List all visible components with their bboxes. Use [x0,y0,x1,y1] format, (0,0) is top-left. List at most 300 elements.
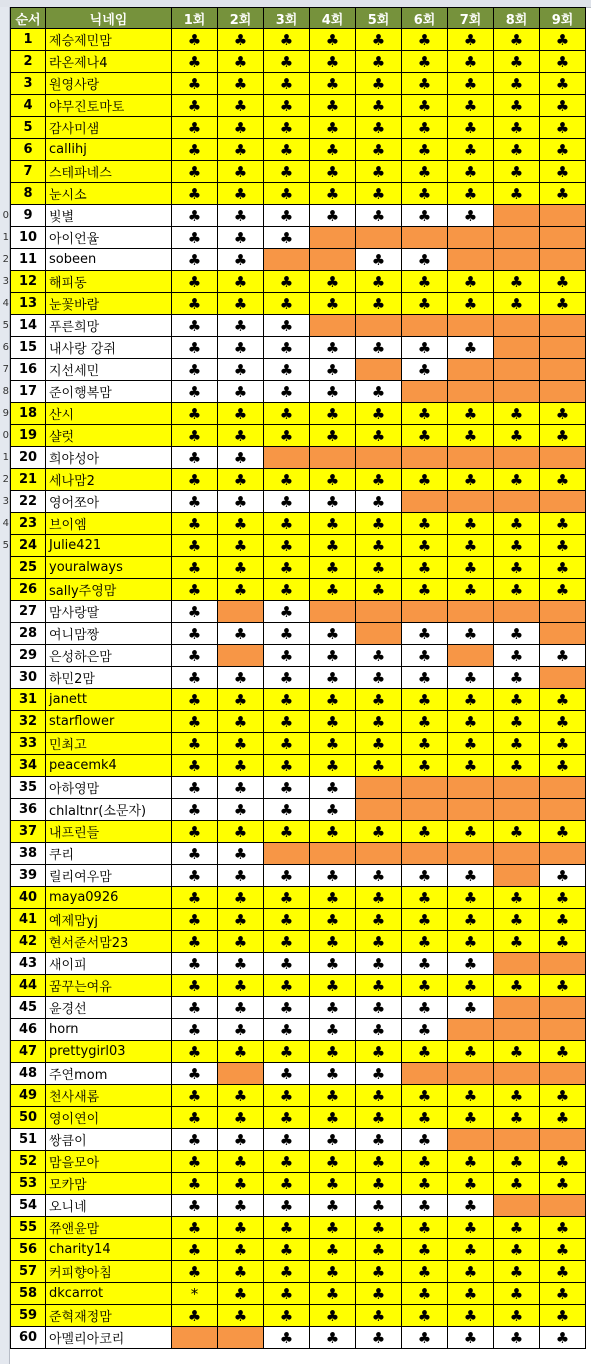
club-mark-cell[interactable]: ♣ [494,689,540,711]
order-cell[interactable]: 13 [11,293,46,315]
club-mark-cell[interactable]: ♣ [310,623,356,645]
club-mark-cell[interactable]: ♣ [172,1173,218,1195]
club-mark-cell[interactable]: ♣ [172,755,218,777]
club-mark-cell[interactable]: ♣ [356,1283,402,1305]
club-mark-cell[interactable]: ♣ [540,711,586,733]
club-mark-cell[interactable]: ♣ [494,73,540,95]
club-mark-cell[interactable]: ♣ [402,535,448,557]
club-mark-cell[interactable]: ♣ [494,711,540,733]
missed-cell[interactable] [356,623,402,645]
missed-cell[interactable] [356,777,402,799]
club-mark-cell[interactable]: ♣ [356,469,402,491]
club-mark-cell[interactable]: ♣ [310,667,356,689]
missed-cell[interactable] [448,249,494,271]
club-mark-cell[interactable]: ♣ [356,1085,402,1107]
missed-cell[interactable] [402,491,448,513]
club-mark-cell[interactable]: ♣ [540,865,586,887]
club-mark-cell[interactable]: ♣ [356,1305,402,1327]
club-mark-cell[interactable]: ♣ [310,95,356,117]
club-mark-cell[interactable]: ♣ [172,667,218,689]
club-mark-cell[interactable]: ♣ [172,425,218,447]
club-mark-cell[interactable]: ♣ [172,689,218,711]
club-mark-cell[interactable]: ♣ [218,403,264,425]
club-mark-cell[interactable]: ♣ [402,887,448,909]
club-mark-cell[interactable]: ♣ [172,799,218,821]
nickname-cell[interactable]: 새이피 [46,953,172,975]
club-mark-cell[interactable]: ♣ [448,271,494,293]
club-mark-cell[interactable]: ♣ [218,359,264,381]
club-mark-cell[interactable]: ♣ [402,1151,448,1173]
club-mark-cell[interactable]: ♣ [540,755,586,777]
club-mark-cell[interactable]: ♣ [494,821,540,843]
club-mark-cell[interactable]: ♣ [264,1063,310,1085]
club-mark-cell[interactable]: ♣ [402,821,448,843]
order-cell[interactable]: 18 [11,403,46,425]
club-mark-cell[interactable]: ♣ [264,381,310,403]
club-mark-cell[interactable]: ♣ [540,183,586,205]
club-mark-cell[interactable]: ♣ [310,359,356,381]
missed-cell[interactable] [402,777,448,799]
order-cell[interactable]: 40 [11,887,46,909]
header-session-4[interactable]: 3회 [264,8,310,29]
club-mark-cell[interactable]: ♣ [402,1327,448,1349]
club-mark-cell[interactable]: ♣ [172,447,218,469]
club-mark-cell[interactable]: ♣ [310,1195,356,1217]
club-mark-cell[interactable]: ♣ [448,909,494,931]
order-cell[interactable]: 51 [11,1129,46,1151]
club-mark-cell[interactable]: ♣ [540,1217,586,1239]
order-cell[interactable]: 2 [11,51,46,73]
club-mark-cell[interactable]: ♣ [264,337,310,359]
club-mark-cell[interactable]: ♣ [540,1085,586,1107]
club-mark-cell[interactable]: ♣ [540,293,586,315]
club-mark-cell[interactable]: ♣ [494,931,540,953]
club-mark-cell[interactable]: ♣ [264,117,310,139]
missed-cell[interactable] [356,315,402,337]
club-mark-cell[interactable]: ♣ [310,1283,356,1305]
club-mark-cell[interactable]: ♣ [494,535,540,557]
club-mark-cell[interactable]: ♣ [402,667,448,689]
club-mark-cell[interactable]: ♣ [264,1151,310,1173]
club-mark-cell[interactable]: ♣ [218,997,264,1019]
order-cell[interactable]: 19 [11,425,46,447]
missed-cell[interactable] [402,447,448,469]
club-mark-cell[interactable]: ♣ [264,29,310,51]
club-mark-cell[interactable]: ♣ [310,755,356,777]
club-mark-cell[interactable]: ♣ [218,711,264,733]
club-mark-cell[interactable]: ♣ [356,1173,402,1195]
club-mark-cell[interactable]: ♣ [494,1107,540,1129]
missed-cell[interactable] [264,843,310,865]
club-mark-cell[interactable]: ♣ [264,645,310,667]
header-order[interactable]: 순서 [11,8,46,29]
club-mark-cell[interactable]: ♣ [310,821,356,843]
club-mark-cell[interactable]: ♣ [264,425,310,447]
missed-cell[interactable] [310,227,356,249]
club-mark-cell[interactable]: ♣ [264,689,310,711]
missed-cell[interactable] [494,865,540,887]
club-mark-cell[interactable]: ♣ [172,1261,218,1283]
header-session-10[interactable]: 9회 [540,8,586,29]
order-cell[interactable]: 12 [11,271,46,293]
club-mark-cell[interactable]: ♣ [172,557,218,579]
nickname-cell[interactable]: 원영사랑 [46,73,172,95]
club-mark-cell[interactable]: ♣ [402,161,448,183]
missed-cell[interactable] [264,249,310,271]
club-mark-cell[interactable]: ♣ [218,1019,264,1041]
club-mark-cell[interactable]: ♣ [356,1239,402,1261]
club-mark-cell[interactable]: ♣ [172,513,218,535]
nickname-cell[interactable]: 꿈꾸는여유 [46,975,172,997]
club-mark-cell[interactable]: ♣ [494,1305,540,1327]
club-mark-cell[interactable]: ♣ [218,755,264,777]
header-session-5[interactable]: 4회 [310,8,356,29]
order-cell[interactable]: 10 [11,227,46,249]
club-mark-cell[interactable]: ♣ [540,975,586,997]
club-mark-cell[interactable]: ♣ [310,1305,356,1327]
club-mark-cell[interactable]: ♣ [264,733,310,755]
club-mark-cell[interactable]: ♣ [540,469,586,491]
club-mark-cell[interactable]: ♣ [494,425,540,447]
missed-cell[interactable] [218,1063,264,1085]
club-mark-cell[interactable]: ♣ [218,1261,264,1283]
club-mark-cell[interactable]: ♣ [402,469,448,491]
nickname-cell[interactable]: janett [46,689,172,711]
club-mark-cell[interactable]: ♣ [218,535,264,557]
missed-cell[interactable] [494,447,540,469]
order-cell[interactable]: 60 [11,1327,46,1349]
club-mark-cell[interactable]: ♣ [172,271,218,293]
club-mark-cell[interactable]: ♣ [310,887,356,909]
nickname-cell[interactable]: sobeen [46,249,172,271]
club-mark-cell[interactable]: ♣ [448,689,494,711]
order-cell[interactable]: 48 [11,1063,46,1085]
club-mark-cell[interactable]: ♣ [264,887,310,909]
nickname-cell[interactable]: 준이행복맘 [46,381,172,403]
missed-cell[interactable] [540,337,586,359]
club-mark-cell[interactable]: ♣ [448,425,494,447]
order-cell[interactable]: 36 [11,799,46,821]
club-mark-cell[interactable]: ♣ [218,271,264,293]
club-mark-cell[interactable]: ♣ [264,139,310,161]
club-mark-cell[interactable]: ♣ [402,909,448,931]
club-mark-cell[interactable]: ♣ [218,491,264,513]
club-mark-cell[interactable]: ♣ [494,117,540,139]
order-cell[interactable]: 14 [11,315,46,337]
club-mark-cell[interactable]: ♣ [494,1327,540,1349]
order-cell[interactable]: 38 [11,843,46,865]
club-mark-cell[interactable]: ♣ [494,623,540,645]
nickname-cell[interactable]: 쌍큼이 [46,1129,172,1151]
club-mark-cell[interactable]: ♣ [218,953,264,975]
club-mark-cell[interactable]: ♣ [172,161,218,183]
club-mark-cell[interactable]: ♣ [172,931,218,953]
nickname-cell[interactable]: peacemk4 [46,755,172,777]
club-mark-cell[interactable]: ♣ [218,139,264,161]
club-mark-cell[interactable]: ♣ [264,975,310,997]
club-mark-cell[interactable]: ♣ [448,1327,494,1349]
missed-cell[interactable] [402,381,448,403]
missed-cell[interactable] [494,1019,540,1041]
club-mark-cell[interactable]: ♣ [356,1019,402,1041]
club-mark-cell[interactable]: ♣ [172,953,218,975]
club-mark-cell[interactable]: ♣ [264,711,310,733]
order-cell[interactable]: 3 [11,73,46,95]
club-mark-cell[interactable]: ♣ [540,557,586,579]
club-mark-cell[interactable]: ♣ [218,1041,264,1063]
club-mark-cell[interactable]: ♣ [402,51,448,73]
club-mark-cell[interactable]: ♣ [448,755,494,777]
club-mark-cell[interactable]: ♣ [402,711,448,733]
missed-cell[interactable] [540,777,586,799]
club-mark-cell[interactable]: ♣ [448,51,494,73]
club-mark-cell[interactable]: ♣ [172,1063,218,1085]
club-mark-cell[interactable]: ♣ [402,557,448,579]
club-mark-cell[interactable]: ♣ [356,887,402,909]
club-mark-cell[interactable]: ♣ [310,183,356,205]
header-session-9[interactable]: 8회 [494,8,540,29]
club-mark-cell[interactable]: ♣ [402,755,448,777]
nickname-cell[interactable]: starflower [46,711,172,733]
order-cell[interactable]: 24 [11,535,46,557]
club-mark-cell[interactable]: ♣ [264,579,310,601]
club-mark-cell[interactable]: ♣ [172,887,218,909]
club-mark-cell[interactable]: ♣ [356,733,402,755]
club-mark-cell[interactable]: ♣ [448,711,494,733]
club-mark-cell[interactable]: ♣ [172,909,218,931]
nickname-cell[interactable]: 눈꽃바람 [46,293,172,315]
club-mark-cell[interactable]: ♣ [310,1129,356,1151]
club-mark-cell[interactable]: ♣ [494,1041,540,1063]
club-mark-cell[interactable]: ♣ [218,447,264,469]
club-mark-cell[interactable]: ♣ [218,623,264,645]
club-mark-cell[interactable]: ♣ [310,469,356,491]
order-cell[interactable]: 35 [11,777,46,799]
club-mark-cell[interactable]: ♣ [540,1239,586,1261]
club-mark-cell[interactable]: ♣ [264,205,310,227]
club-mark-cell[interactable]: ♣ [264,73,310,95]
club-mark-cell[interactable]: ♣ [218,557,264,579]
club-mark-cell[interactable]: ♣ [218,821,264,843]
missed-cell[interactable] [448,1063,494,1085]
club-mark-cell[interactable]: ♣ [310,997,356,1019]
club-mark-cell[interactable]: ♣ [402,953,448,975]
order-cell[interactable]: 6 [11,139,46,161]
nickname-cell[interactable]: 빛별 [46,205,172,227]
club-mark-cell[interactable]: ♣ [494,645,540,667]
club-mark-cell[interactable]: ♣ [218,469,264,491]
missed-cell[interactable] [540,359,586,381]
club-mark-cell[interactable]: ♣ [264,403,310,425]
club-mark-cell[interactable]: ♣ [448,931,494,953]
club-mark-cell[interactable]: ♣ [356,95,402,117]
club-mark-cell[interactable]: ♣ [540,117,586,139]
nickname-cell[interactable]: 은성하은맘 [46,645,172,667]
club-mark-cell[interactable]: ♣ [218,315,264,337]
club-mark-cell[interactable]: ♣ [402,183,448,205]
missed-cell[interactable] [540,491,586,513]
club-mark-cell[interactable]: ♣ [356,117,402,139]
club-mark-cell[interactable]: ♣ [172,227,218,249]
club-mark-cell[interactable]: ♣ [264,755,310,777]
order-cell[interactable]: 30 [11,667,46,689]
missed-cell[interactable] [356,359,402,381]
nickname-cell[interactable]: 윤경선 [46,997,172,1019]
club-mark-cell[interactable]: ♣ [356,29,402,51]
nickname-cell[interactable]: 제승제민맘 [46,29,172,51]
club-mark-cell[interactable]: ♣ [494,667,540,689]
order-cell[interactable]: 31 [11,689,46,711]
club-mark-cell[interactable]: ♣ [402,139,448,161]
club-mark-cell[interactable]: ♣ [310,1085,356,1107]
missed-cell[interactable] [448,491,494,513]
club-mark-cell[interactable]: ♣ [494,161,540,183]
club-mark-cell[interactable]: ♣ [172,1107,218,1129]
club-mark-cell[interactable]: ♣ [172,1019,218,1041]
order-cell[interactable]: 16 [11,359,46,381]
nickname-cell[interactable]: 민최고 [46,733,172,755]
missed-cell[interactable] [494,227,540,249]
club-mark-cell[interactable]: ♣ [540,95,586,117]
club-mark-cell[interactable]: ♣ [172,95,218,117]
missed-cell[interactable] [448,1129,494,1151]
club-mark-cell[interactable]: ♣ [356,491,402,513]
club-mark-cell[interactable]: ♣ [540,139,586,161]
club-mark-cell[interactable]: ♣ [356,975,402,997]
club-mark-cell[interactable]: ♣ [172,1305,218,1327]
club-mark-cell[interactable]: ♣ [402,865,448,887]
order-cell[interactable]: 39 [11,865,46,887]
order-cell[interactable]: 58 [11,1283,46,1305]
club-mark-cell[interactable]: ♣ [448,733,494,755]
club-mark-cell[interactable]: ♣ [264,491,310,513]
club-mark-cell[interactable]: ♣ [172,601,218,623]
nickname-cell[interactable]: 커피향아침 [46,1261,172,1283]
nickname-cell[interactable]: 아멜리아코리 [46,1327,172,1349]
club-mark-cell[interactable]: ♣ [264,95,310,117]
nickname-cell[interactable]: 오니네 [46,1195,172,1217]
club-mark-cell[interactable]: ♣ [356,425,402,447]
nickname-cell[interactable]: 현서준서맘23 [46,931,172,953]
missed-cell[interactable] [310,447,356,469]
club-mark-cell[interactable]: ♣ [172,1129,218,1151]
club-mark-cell[interactable]: ♣ [448,95,494,117]
missed-cell[interactable] [494,315,540,337]
club-mark-cell[interactable]: ♣ [264,293,310,315]
club-mark-cell[interactable]: ♣ [540,1041,586,1063]
club-mark-cell[interactable]: ♣ [218,843,264,865]
nickname-cell[interactable]: 브이엠 [46,513,172,535]
club-mark-cell[interactable]: ♣ [310,337,356,359]
club-mark-cell[interactable]: ♣ [448,997,494,1019]
club-mark-cell[interactable]: ♣ [540,887,586,909]
club-mark-cell[interactable]: ♣ [218,975,264,997]
club-mark-cell[interactable]: ♣ [172,535,218,557]
club-mark-cell[interactable]: ♣ [218,513,264,535]
club-mark-cell[interactable]: ♣ [264,1085,310,1107]
club-mark-cell[interactable]: ♣ [402,975,448,997]
club-mark-cell[interactable]: ♣ [310,1217,356,1239]
club-mark-cell[interactable]: ♣ [264,799,310,821]
club-mark-cell[interactable]: ♣ [402,249,448,271]
club-mark-cell[interactable]: ♣ [540,271,586,293]
club-mark-cell[interactable]: ♣ [264,1107,310,1129]
club-mark-cell[interactable]: ♣ [448,667,494,689]
club-mark-cell[interactable]: ♣ [172,1217,218,1239]
order-cell[interactable]: 56 [11,1239,46,1261]
club-mark-cell[interactable]: ♣ [402,29,448,51]
nickname-cell[interactable]: youralways [46,557,172,579]
club-mark-cell[interactable]: ♣ [310,1239,356,1261]
club-mark-cell[interactable]: ♣ [310,513,356,535]
club-mark-cell[interactable]: ♣ [448,1173,494,1195]
club-mark-cell[interactable]: ♣ [218,1107,264,1129]
club-mark-cell[interactable]: ♣ [494,1173,540,1195]
club-mark-cell[interactable]: ♣ [540,513,586,535]
order-cell[interactable]: 53 [11,1173,46,1195]
order-cell[interactable]: 27 [11,601,46,623]
header-session-6[interactable]: 5회 [356,8,402,29]
nickname-cell[interactable]: prettygirl03 [46,1041,172,1063]
missed-cell[interactable] [310,315,356,337]
missed-cell[interactable] [448,227,494,249]
club-mark-cell[interactable]: ♣ [356,755,402,777]
club-mark-cell[interactable]: ♣ [218,293,264,315]
missed-cell[interactable] [540,315,586,337]
club-mark-cell[interactable]: ♣ [448,1151,494,1173]
missed-cell[interactable] [448,315,494,337]
club-mark-cell[interactable]: ♣ [218,1129,264,1151]
club-mark-cell[interactable]: ♣ [540,51,586,73]
missed-cell[interactable] [402,843,448,865]
club-mark-cell[interactable]: ♣ [356,1129,402,1151]
club-mark-cell[interactable]: ♣ [264,1239,310,1261]
club-mark-cell[interactable]: ♣ [356,293,402,315]
nickname-cell[interactable]: 푸른희망 [46,315,172,337]
club-mark-cell[interactable]: ♣ [402,1305,448,1327]
nickname-cell[interactable]: 맘사랑딸 [46,601,172,623]
club-mark-cell[interactable]: ♣ [172,469,218,491]
order-cell[interactable]: 43 [11,953,46,975]
club-mark-cell[interactable]: ♣ [356,381,402,403]
club-mark-cell[interactable]: ♣ [172,403,218,425]
order-cell[interactable]: 25 [11,557,46,579]
club-mark-cell[interactable]: ♣ [494,1085,540,1107]
club-mark-cell[interactable]: ♣ [310,381,356,403]
missed-cell[interactable] [540,249,586,271]
nickname-cell[interactable]: 영어쪼아 [46,491,172,513]
club-mark-cell[interactable]: ♣ [494,139,540,161]
club-mark-cell[interactable]: ♣ [448,337,494,359]
club-mark-cell[interactable]: ♣ [172,205,218,227]
club-mark-cell[interactable]: ♣ [356,1107,402,1129]
club-mark-cell[interactable]: ♣ [448,953,494,975]
nickname-cell[interactable]: 모카맘 [46,1173,172,1195]
club-mark-cell[interactable]: ♣ [264,997,310,1019]
club-mark-cell[interactable]: ♣ [310,1327,356,1349]
order-cell[interactable]: 7 [11,161,46,183]
missed-cell[interactable] [310,601,356,623]
club-mark-cell[interactable]: ♣ [356,557,402,579]
nickname-cell[interactable]: 지선세민 [46,359,172,381]
asterisk-cell[interactable]: * [172,1283,218,1305]
club-mark-cell[interactable]: ♣ [356,183,402,205]
club-mark-cell[interactable]: ♣ [218,1283,264,1305]
club-mark-cell[interactable]: ♣ [310,909,356,931]
club-mark-cell[interactable]: ♣ [310,931,356,953]
club-mark-cell[interactable]: ♣ [356,667,402,689]
club-mark-cell[interactable]: ♣ [356,579,402,601]
